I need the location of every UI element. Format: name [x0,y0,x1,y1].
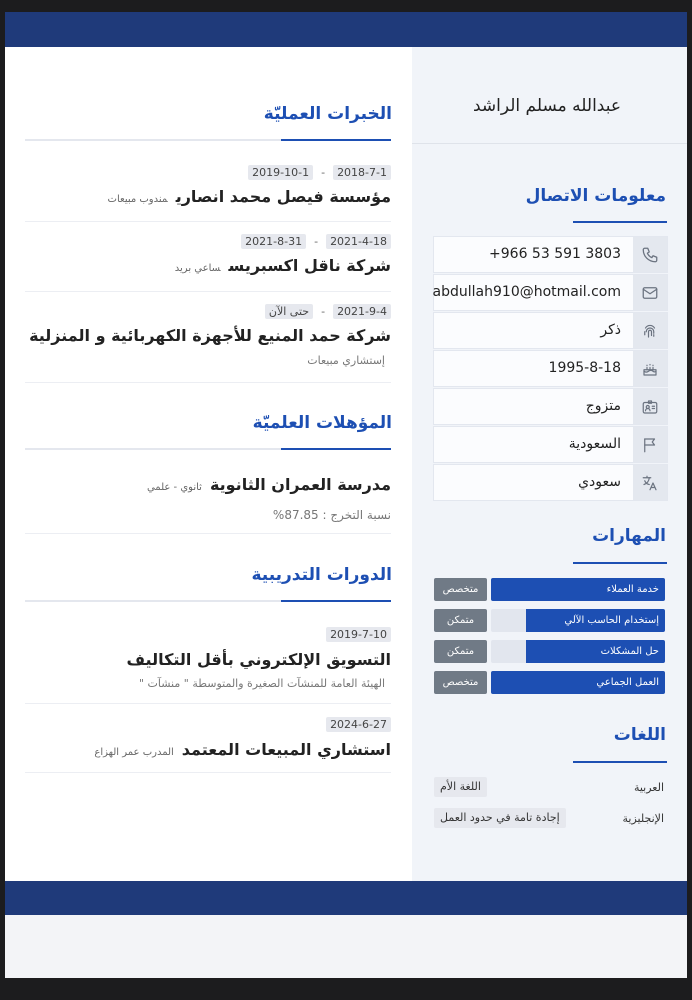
skills-title: المهارات [592,526,666,546]
contact-row-nationality [433,464,668,501]
language-name: العربية [633,781,664,794]
language-row [434,808,666,830]
skill-name: خدمة العملاء [606,584,659,595]
languages-title: اللغات [613,725,666,745]
language-name: الإنجليزية [622,812,664,825]
course-org: الهيئة العامة للمنشآت الصغيرة والمتوسطة " منشآت " [138,677,385,690]
flag-icon [633,427,667,462]
phone-icon [633,237,667,272]
course-item [25,627,391,704]
country-value: السعودية [568,436,621,452]
resume-page [5,12,687,978]
company-name: شركة ناقل اكسبريسساعي بريد [174,256,391,275]
contact-row-email [433,274,668,311]
contact-row-country [433,426,668,463]
languages-divider [573,761,667,763]
contact-row-phone [433,236,668,273]
courses-title: الدورات التدريبية [251,565,392,585]
company-name: مؤسسة فيصل محمد انصاريمندوب مبيعات [107,187,391,206]
course-date: 2024-6-27 [326,717,391,732]
education-title: المؤهلات العلميّة [252,413,392,433]
mail-icon [633,275,667,310]
course-item [25,717,391,773]
education-divider [25,448,391,450]
birthdate-value: 1995-8-18 [548,360,621,376]
start-date: 2018-7-1 [333,165,391,180]
name-divider [412,143,687,144]
experience-title: الخبرات العمليّة [263,104,392,124]
header-band [5,12,687,47]
course-date: 2019-7-10 [326,627,391,642]
contact-row-birthdate [433,350,668,387]
date-range: حتى الآن - 2021-9-4 [265,304,391,319]
profile-name: عبدالله مسلم الراشد [472,96,621,116]
contact-row-marital [433,388,668,425]
language-row [434,777,666,799]
language-level: إجادة تامة في حدود العمل [434,808,566,828]
language-level: اللغة الأم [434,777,487,797]
skill-name: العمل الجماعي [596,677,659,688]
experience-divider [25,139,391,141]
marital-value: متزوج [585,398,621,414]
skill-bar [491,578,665,601]
sidebar [412,47,687,881]
start-date: 2021-9-4 [333,304,391,319]
courses-divider [25,600,391,602]
contact-divider [573,221,667,223]
end-date: 2019-10-1 [248,165,313,180]
start-date: 2021-4-18 [326,234,391,249]
skill-row [434,578,665,601]
translate-icon [633,465,667,500]
cake-icon [633,351,667,386]
fingerprint-icon [633,313,667,348]
end-date: 2021-8-31 [241,234,306,249]
school-name: مدرسة العمران الثانويةثانوي - علمي [146,475,391,494]
end-date: حتى الآن [265,304,313,319]
skill-level: متخصص [434,578,487,601]
phone-value: +966 53 591 3803 [489,246,621,262]
skill-level: متمكن [434,609,487,632]
main-column [5,47,412,881]
job-role: إستشاري مبيعات [307,354,385,367]
skill-row [434,609,665,632]
course-org: المدرب عمر الهزاع [94,747,174,758]
gender-value: ذكر [600,322,621,338]
experience-item [25,165,391,222]
skill-level: متمكن [434,640,487,663]
skill-bar [491,609,665,632]
nationality-value: سعودي [578,474,621,490]
contact-row-gender [433,312,668,349]
skill-name: إستخدام الحاسب الآلي [564,615,659,626]
degree: ثانوي - علمي [146,482,202,493]
email-value: abdullah910@hotmail.com [432,284,621,300]
footer-band [5,881,687,915]
experience-item [25,234,391,292]
skill-bar [491,640,665,663]
skill-level: متخصص [434,671,487,694]
skill-bar [491,671,665,694]
experience-item [25,304,391,383]
skill-row [434,671,665,694]
graduation-grade: نسبة التخرج : 87.85% [272,508,391,522]
job-role: ساعي بريد [174,263,221,274]
skill-name: حل المشكلات [600,646,659,657]
course-title: استشاري المبيعات المعتمدالمدرب عمر الهزاع [94,740,391,759]
date-range: 2019-10-1 - 2018-7-1 [248,165,391,180]
company-name: شركة حمد المنيع للأجهزة الكهربائية و المنزلية [29,326,391,345]
course-title: التسويق الإلكتروني بأقل التكاليف [126,650,391,669]
contact-title: معلومات الاتصال [525,186,666,206]
skill-row [434,640,665,663]
date-range: 2021-8-31 - 2021-4-18 [241,234,391,249]
education-item [25,475,391,534]
id-card-icon [633,389,667,424]
skills-divider [573,562,667,564]
job-role: مندوب مبيعات [107,194,168,205]
